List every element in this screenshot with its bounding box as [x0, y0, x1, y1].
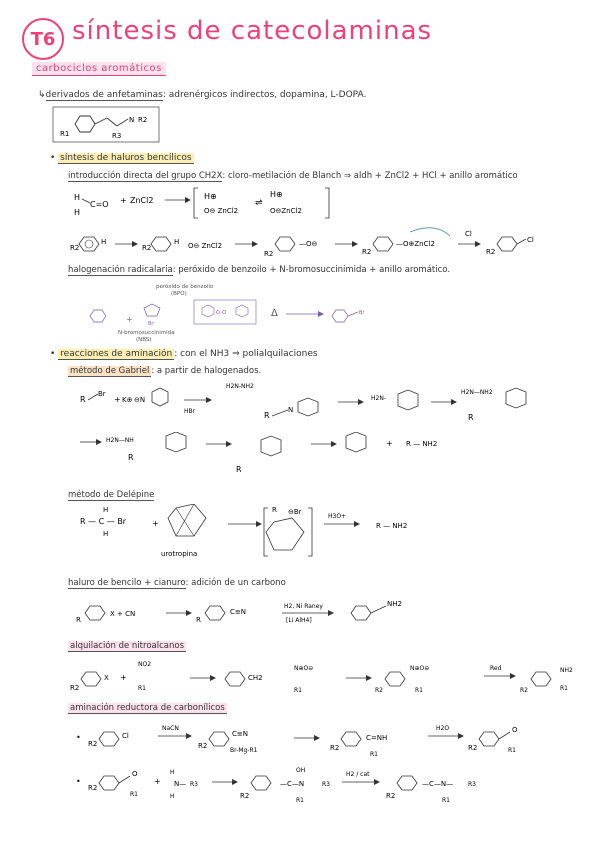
- svg-text:R1: R1: [560, 685, 568, 692]
- intro-line: [68, 171, 518, 181]
- svg-text:R2: R2: [88, 740, 98, 748]
- svg-text:R3: R3: [322, 781, 330, 788]
- svg-text:H2N-: H2N-: [371, 395, 386, 402]
- svg-text:R: R: [196, 616, 201, 624]
- svg-text:R3: R3: [468, 781, 476, 788]
- svg-text:R1: R1: [130, 791, 138, 798]
- urotropina-label: urotropina: [161, 550, 198, 558]
- svg-text:—C—N—: —C—N—: [422, 780, 454, 788]
- svg-text:C=O: C=O: [90, 200, 109, 209]
- gabriel-line: [68, 366, 261, 376]
- aminacion-label: reacciones de aminación: [60, 349, 173, 359]
- svg-text:R2: R2: [386, 792, 396, 800]
- aminacion-heading: • reacciones de aminación : con el NH3 ⇒ polialquilaciones: [50, 349, 318, 359]
- delepine-acid: H3O+: [328, 513, 347, 520]
- svg-text:R1: R1: [508, 747, 516, 754]
- delepine-line: [68, 490, 154, 500]
- svg-text:K⊕: K⊕: [122, 396, 133, 404]
- svg-text:N—: N—: [174, 780, 187, 788]
- svg-text:NO2: NO2: [138, 661, 152, 668]
- svg-text:+: +: [126, 315, 133, 324]
- svg-text:O: O: [132, 770, 138, 778]
- nitro-label: alquilación de nitroalcanos: [70, 641, 184, 651]
- page-subtitle: carbociclos aromáticos: [32, 62, 166, 76]
- derivados-line: ↳derivados de anfetaminas: adrenérgicos indirectos, dopamina, L-DOPA.: [38, 90, 367, 100]
- svg-text:N⊕O⊖: N⊕O⊖: [410, 665, 430, 672]
- svg-text:R: R: [272, 506, 277, 514]
- cyanide-scheme: [76, 594, 476, 634]
- gabriel-label: método de Gabriel: [70, 366, 150, 376]
- svg-text:R2: R2: [240, 792, 250, 800]
- bpo-abbr: (BPO): [171, 291, 187, 297]
- grignard-reagent: Br-Mg-R1: [230, 747, 258, 754]
- svg-text:H: H: [103, 530, 109, 538]
- svg-text:H: H: [103, 506, 109, 514]
- derivados-r1: R1: [60, 130, 70, 138]
- x-plus-cn: X + CN: [110, 610, 136, 618]
- aminacion-text: : con el NH3 ⇒ polialquilaciones: [174, 349, 318, 359]
- reductive-amination-row1: [70, 718, 570, 762]
- svg-text:—O⊖: —O⊖: [299, 240, 318, 248]
- svg-text:R: R: [236, 465, 242, 474]
- delta-symbol: Δ: [271, 308, 278, 319]
- intro-text: : cloro-metilación de Blanch ⇒ aldh + ZnCl2 + HCl + anillo aromático: [222, 171, 518, 181]
- derivados-label: derivados de anfetaminas: [45, 90, 163, 100]
- amphetamine-structure-box: [52, 106, 162, 144]
- svg-text:NH2: NH2: [560, 667, 573, 674]
- nbs-label: N-bromosuccinimida: [118, 330, 175, 336]
- svg-text:R2: R2: [375, 687, 383, 694]
- svg-text:R: R: [80, 395, 86, 404]
- haluros-label: síntesis de haluros bencílicos: [60, 153, 192, 163]
- svg-text:N: N: [288, 406, 294, 414]
- gabriel-text: : a partir de halogenados.: [151, 366, 262, 376]
- gabriel-mechanism-row2: [76, 432, 546, 482]
- page-title: síntesis de catecolaminas: [72, 16, 433, 46]
- svg-text:R2: R2: [264, 250, 274, 258]
- svg-text:R1: R1: [442, 797, 450, 804]
- derivados-r3: R3: [112, 132, 122, 140]
- derivados-r2: R2: [138, 116, 148, 124]
- svg-text:R3: R3: [190, 781, 198, 788]
- nbs-abbr: (NBS): [136, 337, 152, 342]
- svg-text:H: H: [74, 208, 81, 217]
- reductora-line: [68, 703, 227, 713]
- svg-text:H: H: [174, 238, 180, 246]
- delepine-scheme: [76, 504, 496, 566]
- svg-text:Cl: Cl: [527, 236, 534, 244]
- nacn-reagent: NaCN: [162, 725, 179, 732]
- cianuro-text: : adición de un carbono: [185, 578, 286, 588]
- svg-text:+: +: [386, 439, 393, 448]
- svg-text:—C—N: —C—N: [280, 780, 305, 788]
- svg-text:O⊖ ZnCl2: O⊖ ZnCl2: [188, 242, 223, 250]
- svg-text:R1: R1: [415, 687, 423, 694]
- delepine-product: R — NH2: [376, 522, 408, 530]
- svg-text:•: •: [76, 777, 81, 786]
- svg-text:OH: OH: [296, 767, 306, 774]
- svg-text:R1: R1: [138, 685, 146, 692]
- reductive-amination-row2: [70, 762, 570, 812]
- svg-text:R: R: [128, 453, 134, 462]
- reduction-label: Red: [490, 665, 502, 672]
- svg-text:O-O: O-O: [216, 310, 226, 316]
- svg-text:H2N—NH2: H2N—NH2: [461, 389, 493, 396]
- derivados-n: N: [129, 116, 135, 124]
- svg-text:⊖N: ⊖N: [134, 396, 146, 404]
- intro-label: introducción directa del grupo CH2X: [68, 171, 223, 181]
- svg-text:O⊖ ZnCl2: O⊖ ZnCl2: [204, 207, 239, 215]
- svg-text:R2: R2: [468, 744, 478, 752]
- svg-text:Br: Br: [148, 321, 154, 327]
- cianuro-line: [68, 578, 286, 588]
- bpo-label: peróxido de benzoilo: [156, 284, 214, 290]
- svg-text:H: H: [170, 769, 175, 776]
- svg-text:R1: R1: [294, 687, 302, 694]
- svg-text:H: H: [101, 238, 107, 246]
- gabriel-mechanism-row1: [76, 380, 546, 430]
- svg-text:Br: Br: [98, 390, 106, 398]
- svg-text:H⊕: H⊕: [270, 190, 283, 199]
- topic-badge: T6: [22, 18, 64, 60]
- svg-text:R2: R2: [330, 744, 340, 752]
- svg-text:R2: R2: [520, 687, 528, 694]
- bromide-ion: ⊖Br: [288, 508, 302, 516]
- svg-text:NH2: NH2: [387, 600, 402, 608]
- svg-text:C≡N: C≡N: [230, 608, 246, 616]
- svg-text:R — C — Br: R — C — Br: [80, 517, 127, 526]
- svg-text:H⊕: H⊕: [204, 192, 217, 201]
- reagent-raney: H2, Ni Raney: [284, 603, 323, 610]
- svg-text:X: X: [104, 674, 109, 682]
- water-reagent: H2O: [436, 725, 450, 732]
- hydrogenation-reagent: H2 / cat: [346, 771, 370, 778]
- gabriel-hydrazine: H2N-NH2: [226, 383, 254, 390]
- svg-text:R2: R2: [70, 684, 80, 692]
- svg-text:R2: R2: [70, 244, 80, 252]
- svg-text:+: +: [152, 519, 159, 528]
- svg-text:R: R: [468, 413, 474, 422]
- halogenacion-text: : peróxido de benzoilo + N-bromosuccinimida + anillo aromático.: [172, 265, 451, 275]
- svg-text:CH2: CH2: [248, 674, 263, 682]
- svg-text:Br: Br: [359, 310, 365, 316]
- zncl2-reagent: ZnCl2: [130, 196, 154, 205]
- svg-text:+: +: [154, 777, 161, 786]
- svg-text:R: R: [76, 616, 81, 624]
- svg-text:C=NH: C=NH: [366, 734, 388, 742]
- svg-text:O: O: [512, 726, 518, 734]
- svg-text:R2: R2: [88, 784, 98, 792]
- svg-text:R2: R2: [198, 742, 208, 750]
- derivados-text: : adrenérgicos indirectos, dopamina, L-DOPA.: [162, 90, 367, 100]
- haluros-heading: • síntesis de haluros bencílicos: [50, 153, 192, 163]
- cianuro-label: haluro de bencilo + cianuro: [68, 578, 186, 588]
- svg-text:—O⊕ZnCl2: —O⊕ZnCl2: [396, 240, 435, 248]
- svg-text:N⊕O⊖: N⊕O⊖: [294, 665, 314, 672]
- svg-text:H2N—NH: H2N—NH: [106, 437, 134, 444]
- svg-text:C≡N: C≡N: [232, 730, 248, 738]
- svg-text:O⊖ZnCl2: O⊖ZnCl2: [270, 207, 302, 215]
- svg-text:H: H: [74, 193, 81, 202]
- blanch-mechanism-row2: [70, 222, 540, 262]
- gabriel-hbr: HBr: [184, 408, 196, 415]
- nitroalkane-scheme: [70, 656, 590, 700]
- blanch-mechanism-row1: [70, 185, 350, 221]
- svg-text:H: H: [170, 793, 175, 800]
- svg-text:R2: R2: [486, 248, 496, 256]
- svg-text:R1: R1: [370, 751, 378, 758]
- reagent-lialh4: [Li AlH4]: [286, 617, 312, 624]
- svg-text:+: +: [114, 395, 121, 404]
- svg-text:R2: R2: [142, 244, 152, 252]
- svg-text:R2: R2: [362, 248, 372, 256]
- svg-text:⇌: ⇌: [255, 198, 263, 208]
- svg-text:+: +: [120, 673, 127, 682]
- svg-text:•: •: [76, 733, 81, 742]
- svg-text:Cl: Cl: [122, 732, 129, 740]
- reductora-label: aminación reductora de carbonílicos: [70, 703, 225, 713]
- radical-bromination-scheme: [86, 280, 386, 342]
- halogenacion-label: halogenación radicalaria: [68, 265, 173, 275]
- nitro-line: [68, 641, 186, 651]
- delepine-label: método de Delépine: [68, 490, 155, 500]
- svg-text:R1: R1: [296, 797, 304, 804]
- svg-text:+: +: [120, 196, 127, 205]
- gabriel-product: R — NH2: [406, 440, 438, 448]
- svg-text:R: R: [264, 411, 270, 420]
- svg-text:Cl: Cl: [465, 230, 472, 238]
- halogenacion-line: [68, 265, 450, 275]
